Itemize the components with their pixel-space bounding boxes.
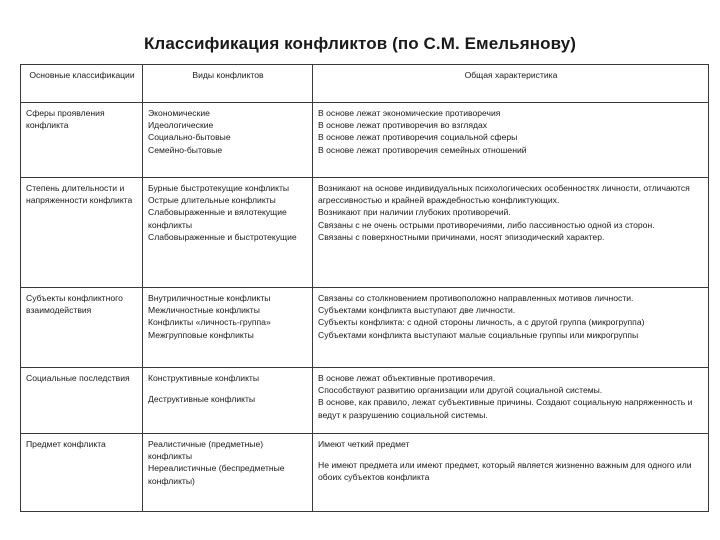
table-row [21,178,709,288]
row-description [313,178,709,288]
description-item: В основе лежат противоречия семейных отношений [318,144,527,155]
type-item: Конфликты «личность-группа» [148,317,271,328]
type-item: Острые длительные конфликты [148,195,276,206]
row-types [143,178,313,288]
description-item: Возникают на основе индивидуальных психологических особенностях личности, отличаются агрессивностью и крайней враждебностью конфликтующих. [318,183,690,206]
spacer [318,450,704,459]
row-types [143,368,313,434]
type-item: Внутриличностные конфликты [148,293,271,303]
description-item: Субъекты конфликта: с одной стороны личность, а с другой группа (микрогруппа) [318,317,645,328]
description-item: Способствуют развитию организации или другой социальной системы. [318,385,603,396]
description-item: Субъектами конфликта выступают малые социальные группы или микрогруппы [318,329,639,340]
description-item: Имеют четкий предмет [318,439,410,449]
type-item: Деструктивные конфликты [148,394,256,405]
row-description [313,288,709,368]
type-item: Семейно-бытовые [148,144,223,155]
type-item: Реалистичные (предметные) конфликты [148,439,264,462]
row-description [313,368,709,434]
type-item: Слабовыраженные и вялотекущие конфликты [148,207,287,230]
spacer [148,384,308,393]
row-description [313,103,709,178]
description-item: В основе лежат объективные противоречия. [318,373,496,383]
row-types [143,103,313,178]
description-item: В основе лежат экономические противоречия [318,108,501,118]
header-description: Общая характеристика [313,65,709,103]
description-item: В основе лежат противоречия социальной сферы [318,132,518,143]
type-item: Конструктивные конфликты [148,373,260,383]
row-basis: Субъекты конфликтного взаимодействия [21,288,143,368]
type-item: Идеологические [148,120,214,131]
type-item: Межгрупповые конфликты [148,329,254,340]
row-types [143,288,313,368]
row-basis: Сферы проявления конфликта [21,103,143,178]
conflict-classification-table [20,64,709,512]
row-basis: Предмет конфликта [21,434,143,512]
table-header-row [21,65,709,103]
description-item: Субъектами конфликта выступают две личности. [318,305,516,316]
table-row [21,368,709,434]
type-item: Нереалистичные (беспредметные конфликты) [148,463,285,486]
table-row [21,103,709,178]
description-item: Не имеют предмета или имеют предмет, который является жизненно важным для одного или обоих субъектов конфликта [318,460,692,483]
type-item: Бурные быстротекущие конфликты [148,183,290,193]
type-item: Экономические [148,108,210,118]
header-types: Виды конфликтов [143,65,313,103]
type-item: Межличностные конфликты [148,305,260,316]
description-item: Возникают при наличии глубоких противоречий. [318,207,511,218]
header-basis: Основные классификации [21,65,143,103]
description-item: Связаны с не очень острыми противоречиями, либо пассивностью одной из сторон. [318,219,655,230]
row-types [143,434,313,512]
row-description [313,434,709,512]
type-item: Социально-бытовые [148,132,231,143]
type-item: Слабовыраженные и быстротекущие [148,231,297,242]
description-item: Связаны со столкновением противоположно направленных мотивов личности. [318,293,634,303]
description-item: Связаны с поверхностными причинами, носят эпизодический характер. [318,231,605,242]
table-row [21,288,709,368]
row-basis: Социальные последствия [21,368,143,434]
row-basis: Степень длительности и напряженности конфликта [21,178,143,288]
description-item: В основе, как правило, лежат субъективные причины. Создают социальную напряженность и ведут к разрушению социальной системы. [318,397,693,420]
description-item: В основе лежат противоречия во взглядах [318,120,488,131]
table-row [21,434,709,512]
page-title: Классификация конфликтов (по С.М. Емельянову) [143,34,577,53]
